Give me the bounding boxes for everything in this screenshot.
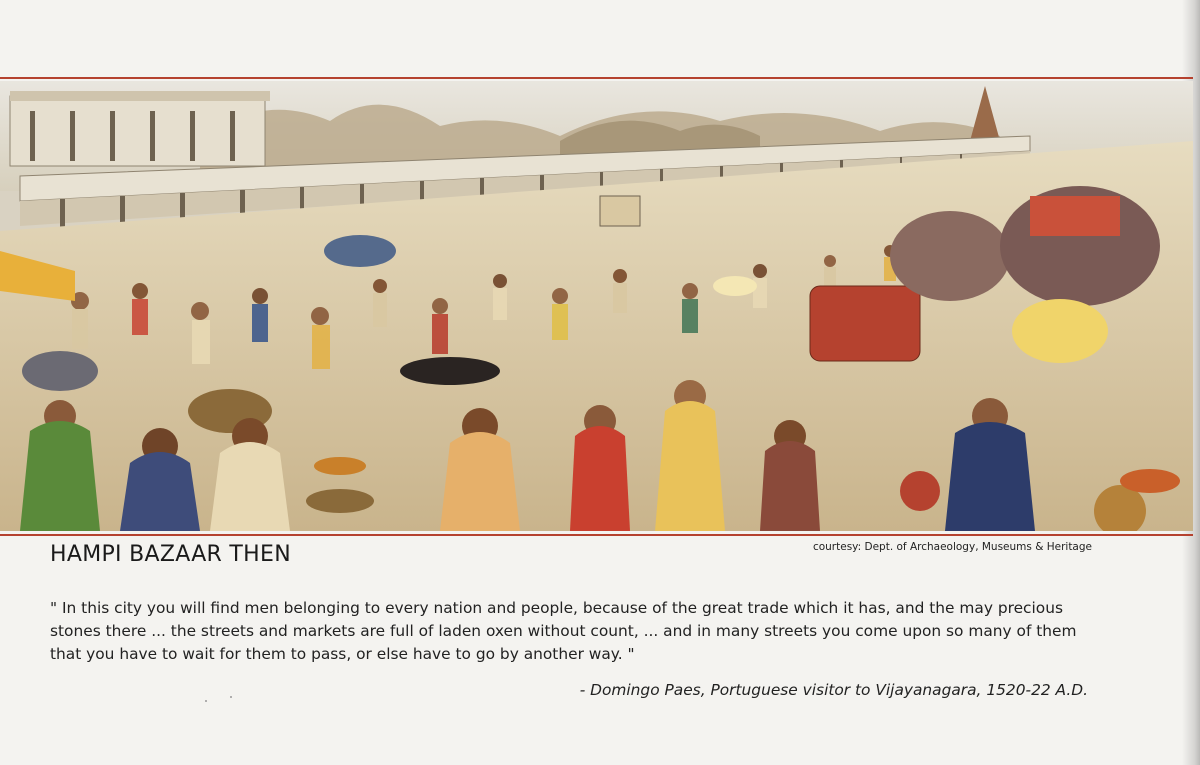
hampi-bazaar-painting [0, 81, 1193, 531]
paper-speck [205, 700, 207, 702]
bottom-rule [0, 534, 1193, 536]
courtesy-credit: courtesy: Dept. of Archaeology, Museums & Heritage [812, 541, 1092, 553]
paper-speck [230, 696, 232, 698]
top-rule [0, 77, 1193, 79]
painting-illustration [0, 81, 1193, 531]
caption-title: HAMPI BAZAAR THEN [50, 542, 291, 567]
quote-attribution: - Domingo Paes, Portuguese visitor to Vijayanagara, 1520-22 A.D. [579, 681, 1088, 699]
quote-text: " In this city you will find men belonging to every nation and people, because of the great trade which it has, and the may precious stones there ... the streets and markets are full of laden oxen without count, ... and in many streets you come upon so many of them that you have to wait for them to pass, or else have to go by another way. " [50, 599, 1077, 663]
